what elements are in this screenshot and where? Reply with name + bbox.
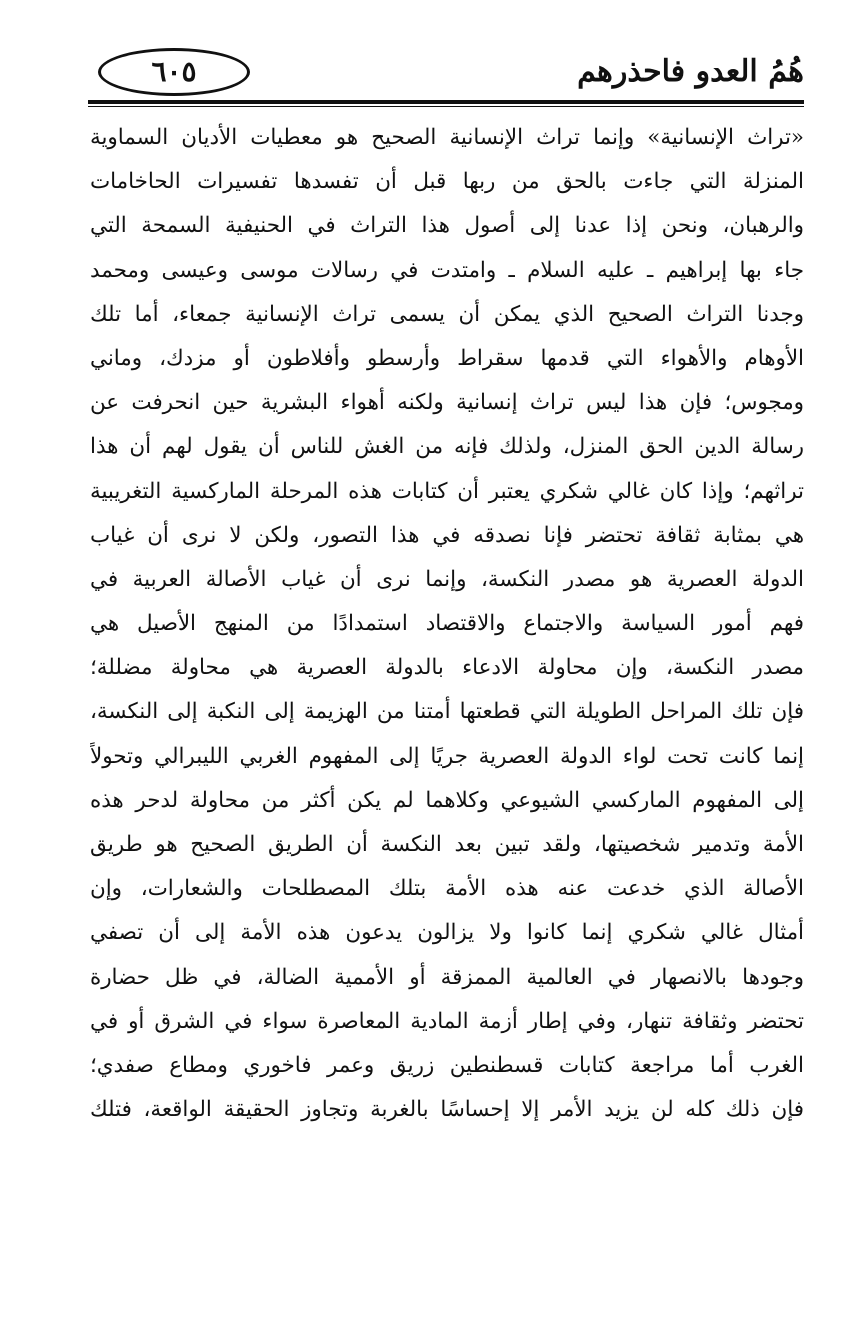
running-title: هُمُ العدو فاحذرهم: [577, 54, 804, 89]
text-line: إنما كانت تحت لواء الدولة العصرية جريًا إلى المفهوم الغربي الليبرالي وتحولاً: [90, 743, 804, 769]
text-line: فإن تلك المراحل الطويلة التي قطعتها أمتنا من الهزيمة إلى النكبة إلى النكسة،: [90, 699, 804, 725]
page-number: ٦٠٥: [151, 55, 197, 88]
text-line: تراثهم؛ وإذا كان غالي شكري يعتبر أن كتابات هذه المرحلة الماركسية التغريبية: [90, 478, 804, 504]
text-line: أمثال غالي شكري إنما كانوا ولا يزالون يدعون هذه الأمة إلى أن تصفي: [90, 920, 804, 946]
text-line: مصدر النكسة، وإن محاولة الادعاء بالدولة العصرية هي محاولة مضللة؛: [90, 655, 804, 681]
text-line: تحتضر وثقافة تنهار، وفي إطار أزمة المادية المعاصرة سواء في الشرق أو في: [90, 1008, 804, 1034]
text-line: فإن ذلك كله لن يزيد الأمر إلا إحساسًا بالغربة وتجاوز الحقيقة الواقعة، فتلك: [90, 1097, 804, 1123]
text-line: جاء بها إبراهيم ـ عليه السلام ـ وامتدت في رسالات موسى وعيسى ومحمد: [90, 257, 804, 283]
text-line: ومجوس؛ فإن هذا ليس تراث إنسانية ولكنه أهواء البشرية حين انحرفت عن: [90, 390, 804, 416]
text-line: الأصالة الذي خدعت عنه هذه الأمة بتلك المصطلحات والشعارات، وإن: [90, 876, 804, 902]
page-header: [88, 44, 804, 108]
text-line: إلى المفهوم الماركسي الشيوعي وكلاهما لم يكن أكثر من محاولة لدحر هذه: [90, 787, 804, 813]
text-line: الأوهام والأهواء التي قدمها سقراط وأرسطو وأفلاطون أو مزدك، وماني: [90, 345, 804, 371]
body-text: [90, 116, 804, 1132]
text-line: المنزلة التي جاءت بالحق من ربها قبل أن تفسدها تفسيرات الحاخامات: [90, 169, 804, 195]
text-line: هي بمثابة ثقافة تحتضر فإنا نصدقه في هذا التصور، ولكن لا نرى أن غياب: [90, 522, 804, 548]
text-line: وجدنا التراث الصحيح الذي يمكن أن يسمى تراث الإنسانية جمعاء، أما تلك: [90, 301, 804, 327]
text-line: «تراث الإنسانية» وإنما تراث الإنسانية الصحيح هو معطيات الأديان السماوية: [90, 125, 804, 150]
text-line: الدولة العصرية هو مصدر النكسة، وإنما نرى أن غياب الأصالة العربية في: [90, 566, 804, 592]
header-rule-thin: [88, 106, 804, 107]
text-line: رسالة الدين الحق المنزل، ولذلك فإنه من الغش للناس أن يقول لهم أن هذا: [90, 434, 804, 460]
text-line: فهم أمور السياسة والاجتماع والاقتصاد استمدادًا من المنهج الأصيل هي: [90, 611, 804, 637]
header-rule: [88, 100, 804, 104]
page-number-badge: [98, 48, 250, 96]
text-line: والرهبان، ونحن إذا عدنا إلى أصول هذا التراث في الحنيفية السمحة التي: [90, 213, 804, 239]
text-line: وجودها بالانصهار في العالمية الممزقة أو الأممية الضالة، في ظل حضارة: [90, 964, 804, 990]
text-line: الأمة وتدمير شخصيتها، ولقد تبين بعد النكسة أن الطريق الصحيح هو طريق: [90, 832, 804, 857]
text-line: الغرب أما مراجعة كتابات قسطنطين زريق وعمر فاخوري ومطاع صفدي؛: [90, 1052, 804, 1078]
